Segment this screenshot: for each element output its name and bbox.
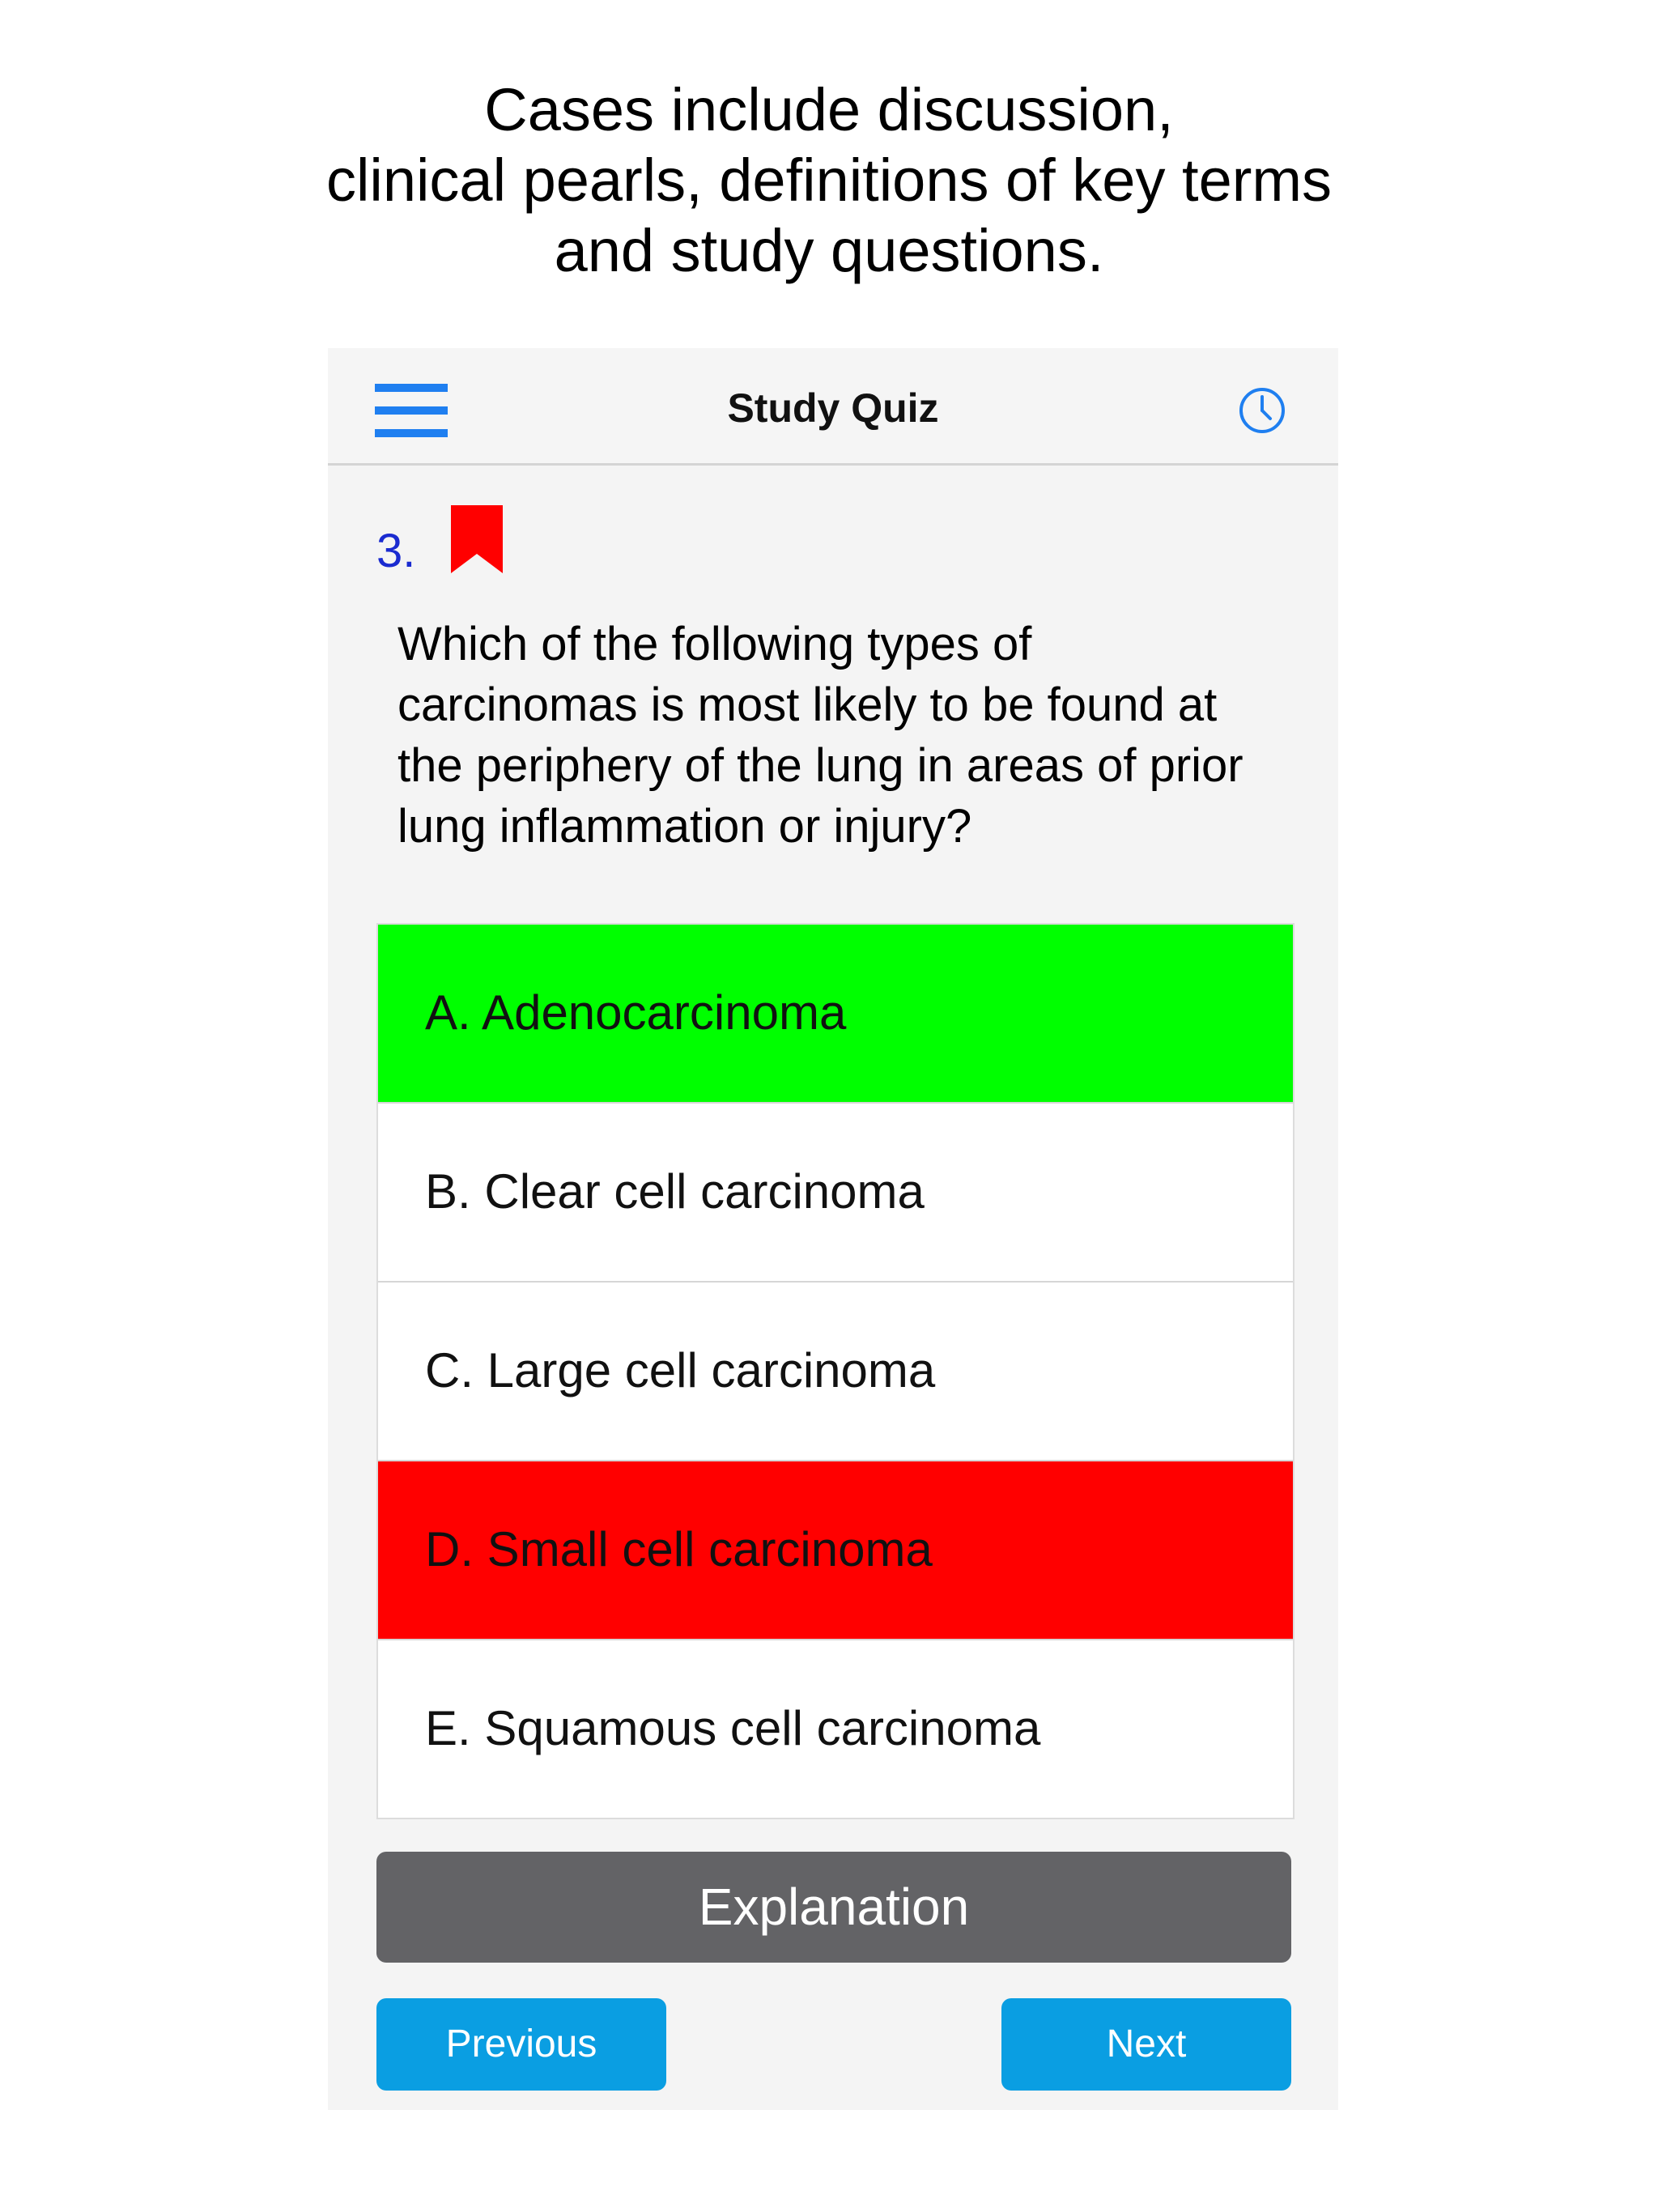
question-text: Which of the following types of carcinomas is most likely to be found at the periphery of the lung in areas of prior lung inflammation or injury? <box>397 618 1244 853</box>
page-title: Study Quiz <box>727 385 939 431</box>
answer-label: C. Large cell carcinoma <box>425 1343 936 1397</box>
question-number: 3. <box>376 525 416 577</box>
answer-label: D. Small cell carcinoma <box>425 1522 933 1576</box>
hamburger-menu-icon[interactable] <box>375 384 448 437</box>
bookmark-icon[interactable] <box>449 504 504 575</box>
promo-caption <box>0 74 1658 286</box>
next-button[interactable]: Next <box>1001 1998 1291 2091</box>
navigation-bar <box>328 348 1338 466</box>
answer-label: E. Squamous cell carcinoma <box>425 1701 1041 1755</box>
app-screen <box>328 348 1338 2110</box>
answer-option-c[interactable] <box>378 1283 1293 1461</box>
answer-label: A. Adenocarcinoma <box>425 985 847 1040</box>
previous-button[interactable]: Previous <box>376 1998 666 2091</box>
caption-line-3: and study questions. <box>554 217 1104 284</box>
caption-line-2: clinical pearls, definitions of key terms <box>325 147 1333 214</box>
answer-list <box>376 923 1295 1819</box>
explanation-button[interactable]: Explanation <box>376 1852 1291 1963</box>
clock-icon[interactable] <box>1238 386 1286 435</box>
answer-option-e[interactable] <box>378 1640 1293 1818</box>
answer-option-a[interactable] <box>378 925 1293 1104</box>
caption-line-1: Cases include discussion, <box>484 76 1174 143</box>
answer-option-b[interactable] <box>378 1104 1293 1283</box>
answer-label: B. Clear cell carcinoma <box>425 1164 925 1219</box>
answer-option-d[interactable] <box>378 1461 1293 1640</box>
